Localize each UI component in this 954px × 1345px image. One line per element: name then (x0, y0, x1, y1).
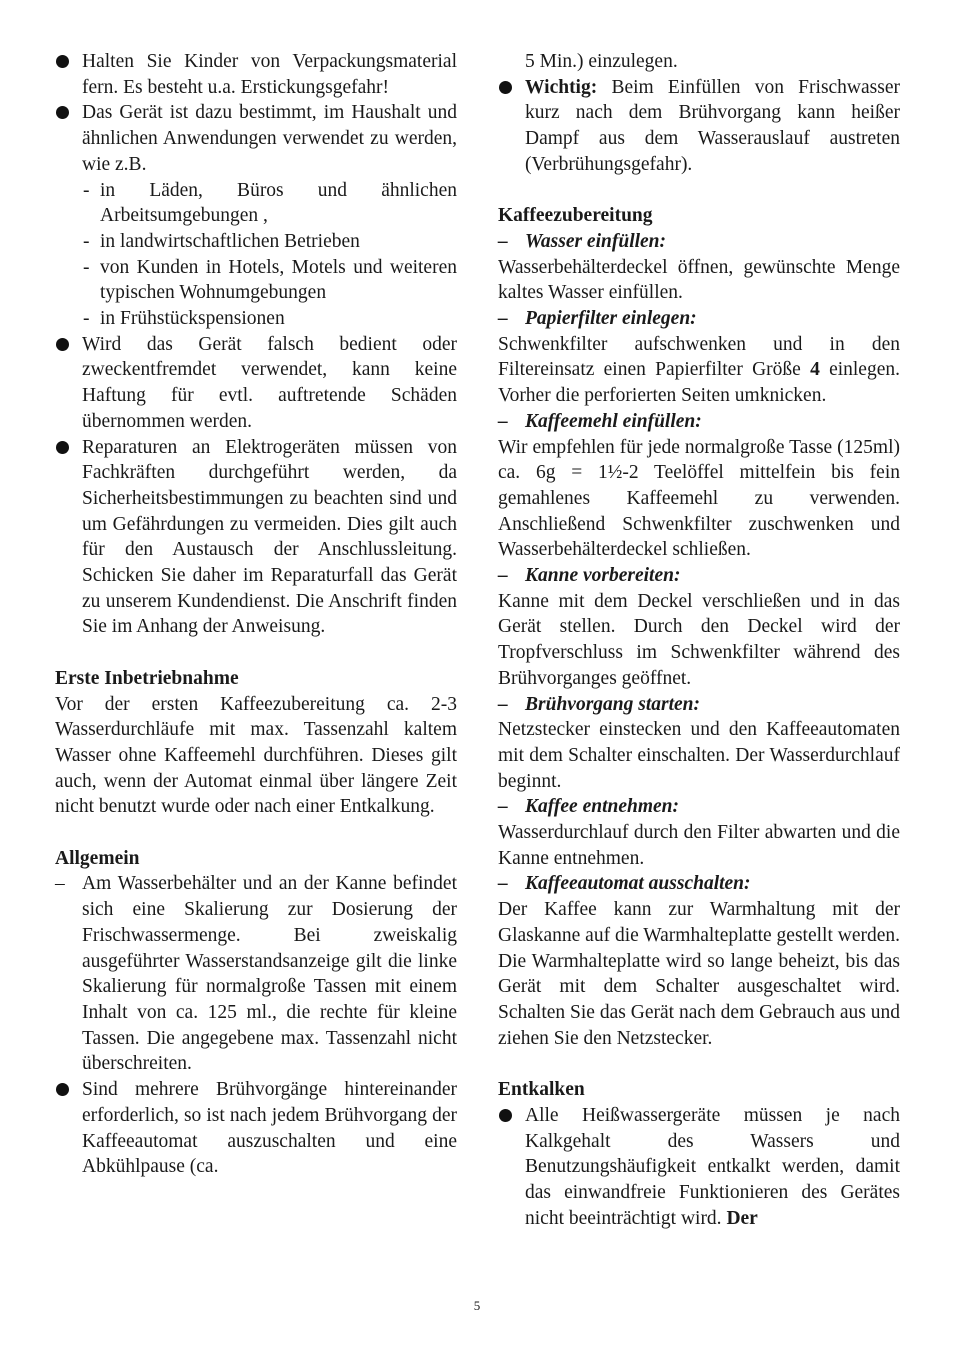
step-text: Der Kaffee kann zur Warmhaltung mit der Glaskanne auf die Warmhalteplatte gestellt werden. Die Warmhalteplatte wird so lange beheizt, bis das Gerät mit dem Schalter ausgeschaltet wird. Schalten Sie das Gerät nach dem Gebrauch aus und ziehen Sie den Netzstecker. (498, 899, 900, 1049)
bullet-item: Reparaturen an Elektrogeräten müssen von Fachkräften durchgeführt werden, da Sicherheitsbestimmungen zu beachten sind und um Gefährdungen zu vermeiden. Dies gilt auch für den Austausch der Anschlussleitung. Schicken Sie daher im Reparaturfall das Gerät zu unserem Kundendienst. Die Anschrift finden Sie im Anhang der Anweisung. (55, 435, 457, 641)
sub-list-item: - in Frühstückspensionen (55, 306, 457, 332)
step-text: Kanne mit dem Deckel verschließen und in das Gerät stellen. Durch den Deckel wird der Tropfverschluss im Schwenkfilter während des Brühvorganges geöffnet. (498, 590, 900, 689)
section-heading-entkalken: Entkalken (498, 1079, 585, 1101)
bullet-item: Das Gerät ist dazu bestimmt, im Haushalt und ähnlichen Anwendungen verwendet zu werden, wie z.B. (55, 100, 457, 177)
bullet-item: Alle Heißwassergeräte müssen je nach Kalkgehalt des Wassers und Benutzungshäufigkeit entkalkt werden, damit das einwandfreie Funktionieren des Gerätes nicht beeinträchtigt wird. Der (498, 1103, 900, 1232)
right-column (498, 49, 900, 1231)
bullet-item: Sind mehrere Brühvorgänge hintereinander erforderlich, so ist nach jedem Brühvorgang der Kaffeeautomat auszuschalten und eine Abkühlpause (ca. (55, 1077, 457, 1180)
continued-text: 5 Min.) einzulegen. (525, 51, 678, 72)
step-text: Wir empfehlen für jede normalgroße Tasse (125ml) ca. 6g = 1½-2 Teelöffel mittelfein bis fein gemahlenes Kaffeemehl zu verwenden. Anschließend Schwenkfilter zuschwenken und Wasserbehälterdeckel schließen. (498, 436, 900, 561)
bold-continuation: Der (726, 1207, 758, 1229)
step-text: Netzstecker einstecken und den Kaffeeautomaten mit dem Schalter einschalten. Der Wasserdurchlauf beginnt. (498, 719, 900, 792)
section-heading-kaffeezubereitung: Kaffeezubereitung (498, 205, 653, 227)
step-title: – Kaffee entnehmen: (498, 794, 900, 820)
bullet-item: Halten Sie Kinder von Verpackungsmaterial fern. Es besteht u.a. Erstickungsgefahr! (55, 49, 457, 100)
page-number: 5 (473, 1298, 481, 1313)
sub-list-item: - in Läden, Büros und ähnlichen Arbeitsumgebungen , (55, 178, 457, 229)
wichtig-label: Wichtig: (525, 76, 598, 98)
left-column (55, 49, 457, 1180)
step-text: Schwenkfilter aufschwenken und in den Filtereinsatz einen Papierfilter Größe 4 einlegen. Vorher die perforierten Seiten umknicken. (498, 333, 900, 407)
step-title: – Papierfilter einlegen: (498, 306, 900, 332)
step-title: – Brühvorgang starten: (498, 692, 900, 718)
bullet-item: Wird das Gerät falsch bedient oder zweckentfremdet verwendet, kann keine Haftung für evtl. auftretende Schäden übernommen werden. (55, 332, 457, 435)
step-title: – Kaffeemehl einfüllen: (498, 409, 900, 435)
section-paragraph: Vor der ersten Kaffeezubereitung ca. 2-3 Wasserdurchläufe mit max. Tassenzahl kaltem Wasser ohne Kaffeemehl durchführen. Dieses gilt auch, wenn der Automat einmal über längere Zeit nicht benutzt wurde oder nach einer Entkalkung. (55, 693, 457, 818)
section-heading-erste-inbetriebnahme: Erste Inbetriebnahme (55, 667, 239, 689)
sub-list-item: - in landwirtschaftlichen Betrieben (55, 229, 457, 255)
sub-list-item: - von Kunden in Hotels, Motels und weiteren typischen Wohnumgebungen (55, 255, 457, 306)
bullet-item-wichtig (498, 75, 900, 178)
step-title: – Wasser einfüllen: (498, 229, 900, 255)
dash-list-item: – Am Wasserbehälter und an der Kanne befindet sich eine Skalierung zur Dosierung der Frischwassermenge. Bei zweiskalig ausgeführter Wasserstandsanzeige gilt die linke Skalierung für normalgroße Tassen mit einem Inhalt von ca. 125 ml., die rechte für kleine Tassen. Die angegebene max. Tassenzahl nicht überschreiten. (55, 871, 457, 1077)
filter-size: 4 (810, 359, 820, 381)
wichtig-text: Beim Einfüllen von Frischwasser kurz nach dem Brühvorgang kann heißer Dampf aus dem Wasserauslauf austreten (Verbrühungsgefahr). (525, 76, 900, 175)
step-text: Wasserdurchlauf durch den Filter abwarten und die Kanne entnehmen. (498, 822, 900, 869)
section-heading-allgemein: Allgemein (55, 847, 140, 869)
step-title: – Kaffeeautomat ausschalten: (498, 871, 900, 897)
step-title: – Kanne vorbereiten: (498, 563, 900, 589)
step-text: Wasserbehälterdeckel öffnen, gewünschte Menge kaltes Wasser einfüllen. (498, 256, 900, 304)
